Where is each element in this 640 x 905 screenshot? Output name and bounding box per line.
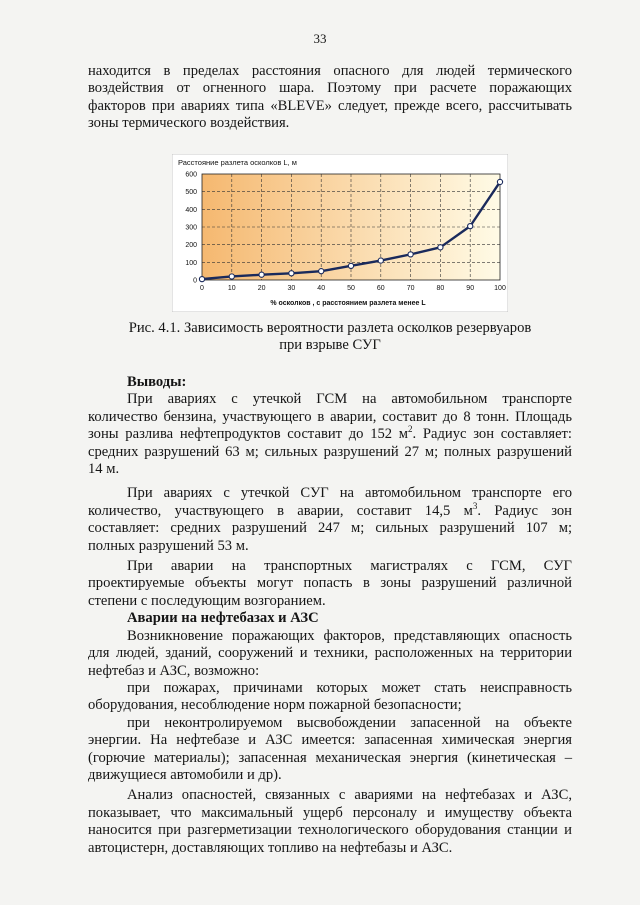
x-tick-label: 60 bbox=[376, 285, 385, 292]
data-point bbox=[348, 263, 353, 268]
section-line: показывает, что максимальный ущерб персоналу и имуществу объекта bbox=[88, 804, 572, 821]
figure-caption bbox=[88, 320, 572, 355]
conclusions-line: проектируемые объекты могут попасть в зоны разрушений различной bbox=[88, 575, 572, 592]
page-number: 33 bbox=[313, 31, 327, 46]
conclusions-line: При авариях с утечкой ГСМ на автомобильном транспорте bbox=[127, 391, 572, 408]
conclusions-line: средних разрушений 63 м; сильных разрушений 27 м; полных разрушений bbox=[88, 443, 572, 460]
section-line: (горючие материалы); запасенная механическая энергия (кинетическая – bbox=[88, 749, 572, 766]
data-point bbox=[497, 179, 502, 184]
chart-title: Расстояние разлета осколков L, м bbox=[178, 158, 297, 167]
x-tick-label: 30 bbox=[287, 285, 296, 292]
y-tick-label: 400 bbox=[185, 206, 197, 214]
line-chart bbox=[172, 154, 508, 312]
x-tick-label: 10 bbox=[227, 285, 236, 292]
section-line: энергии. На нефтебазе и АЗС имеется: запасенная химическая энергия bbox=[88, 732, 572, 749]
conclusions-line: зоны разлива нефтепродуктов составит до 152 $м^2$. Радиус зон составляет: bbox=[88, 424, 572, 443]
intro-line: зоны термического воздействия. bbox=[88, 115, 290, 132]
section-line: Анализ опасностей, связанных с авариями на нефтебазах и АЗС, bbox=[127, 787, 572, 804]
x-tick-label: 50 bbox=[347, 285, 355, 292]
data-point bbox=[408, 252, 413, 257]
section-line: наносится при разгерметизации технологического оборудования станции и bbox=[88, 822, 572, 839]
conclusions-line: 14 м. bbox=[88, 461, 120, 478]
y-tick-label: 200 bbox=[185, 242, 197, 250]
section-line: для людей, зданий, сооружений и техники, расположенных на территории bbox=[88, 645, 572, 662]
intro-line: факторов при авариях типа «BLEVE» следует, прежде всего, рассчитывать bbox=[88, 97, 572, 114]
y-tick-label: 600 bbox=[185, 171, 197, 179]
conclusions-line: полных разрушений 53 м. bbox=[88, 537, 249, 554]
section-line: при неконтролируемом высвобождении запасенной на объекте bbox=[127, 714, 572, 731]
x-tick-label: 90 bbox=[466, 285, 475, 292]
conclusions-line: составляет: средних разрушений 247 м; сильных разрушений 107 м; bbox=[88, 520, 572, 537]
conclusions-line: количество бензина, участвующего в аварии, составит до 8 тонн. Площадь bbox=[88, 408, 572, 425]
x-tick-label: 80 bbox=[436, 285, 445, 292]
y-tick-label: 0 bbox=[193, 277, 197, 285]
y-tick-label: 300 bbox=[185, 224, 197, 232]
chart-x-axis-label: % осколков , с расстоянием разлета менее L bbox=[270, 300, 426, 307]
y-tick-label: 100 bbox=[185, 259, 197, 267]
caption-line: Рис. 4.1. Зависимость вероятности разлета осколков резервуаров bbox=[128, 320, 532, 336]
conclusions-line: При авариях с утечкой СУГ на автомобильном транспорте его bbox=[127, 485, 572, 502]
section-heading: Аварии на нефтебазах и АЗС bbox=[127, 610, 319, 627]
section-line: нефтебаз и АЗС, возможно: bbox=[88, 662, 260, 679]
figure-chart bbox=[172, 154, 508, 312]
x-tick-label: 70 bbox=[406, 285, 415, 292]
intro-line: воздействия от огненного шара. Поэтому при расчете поражающих bbox=[88, 80, 572, 97]
section-line: при пожарах, причинами которых может стать неисправность bbox=[127, 679, 572, 696]
x-tick-label: 20 bbox=[257, 285, 266, 292]
caption-line: при взрыве СУГ bbox=[279, 337, 381, 354]
conclusions-line: При аварии на транспортных магистралях с ГСМ, СУГ bbox=[127, 558, 572, 575]
y-tick-label: 500 bbox=[185, 189, 197, 197]
section-line: оборудования, несоблюдение норм пожарной безопасности; bbox=[88, 697, 462, 714]
x-tick-label: 100 bbox=[494, 285, 506, 292]
conclusions-heading: Выводы: bbox=[127, 374, 187, 390]
data-point bbox=[199, 277, 204, 282]
data-point bbox=[289, 271, 294, 276]
conclusions-line: количество, участвующего в аварии, составит 14,5 $м^3$. Радиус зон bbox=[88, 500, 572, 519]
section-line: Возникновение поражающих факторов, представляющих опасность bbox=[127, 627, 572, 644]
x-tick-label: 40 bbox=[317, 285, 326, 292]
data-point bbox=[378, 258, 383, 263]
data-point bbox=[259, 272, 264, 277]
data-point bbox=[229, 274, 234, 279]
body-text bbox=[88, 374, 572, 857]
conclusions-line: степени с последующим возгоранием. bbox=[88, 592, 326, 609]
data-point bbox=[438, 245, 443, 250]
data-point bbox=[319, 269, 324, 274]
intro-line: находится в пределах расстояния опасного для людей термического bbox=[88, 63, 572, 79]
section-line: движущиеся автомобили и др). bbox=[88, 766, 282, 783]
data-point bbox=[468, 224, 473, 229]
x-tick-label: 0 bbox=[200, 285, 204, 292]
section-line: автоцистерн, доставляющих топливо на нефтебазы и АЗС. bbox=[88, 839, 453, 856]
intro-paragraph bbox=[88, 63, 572, 133]
